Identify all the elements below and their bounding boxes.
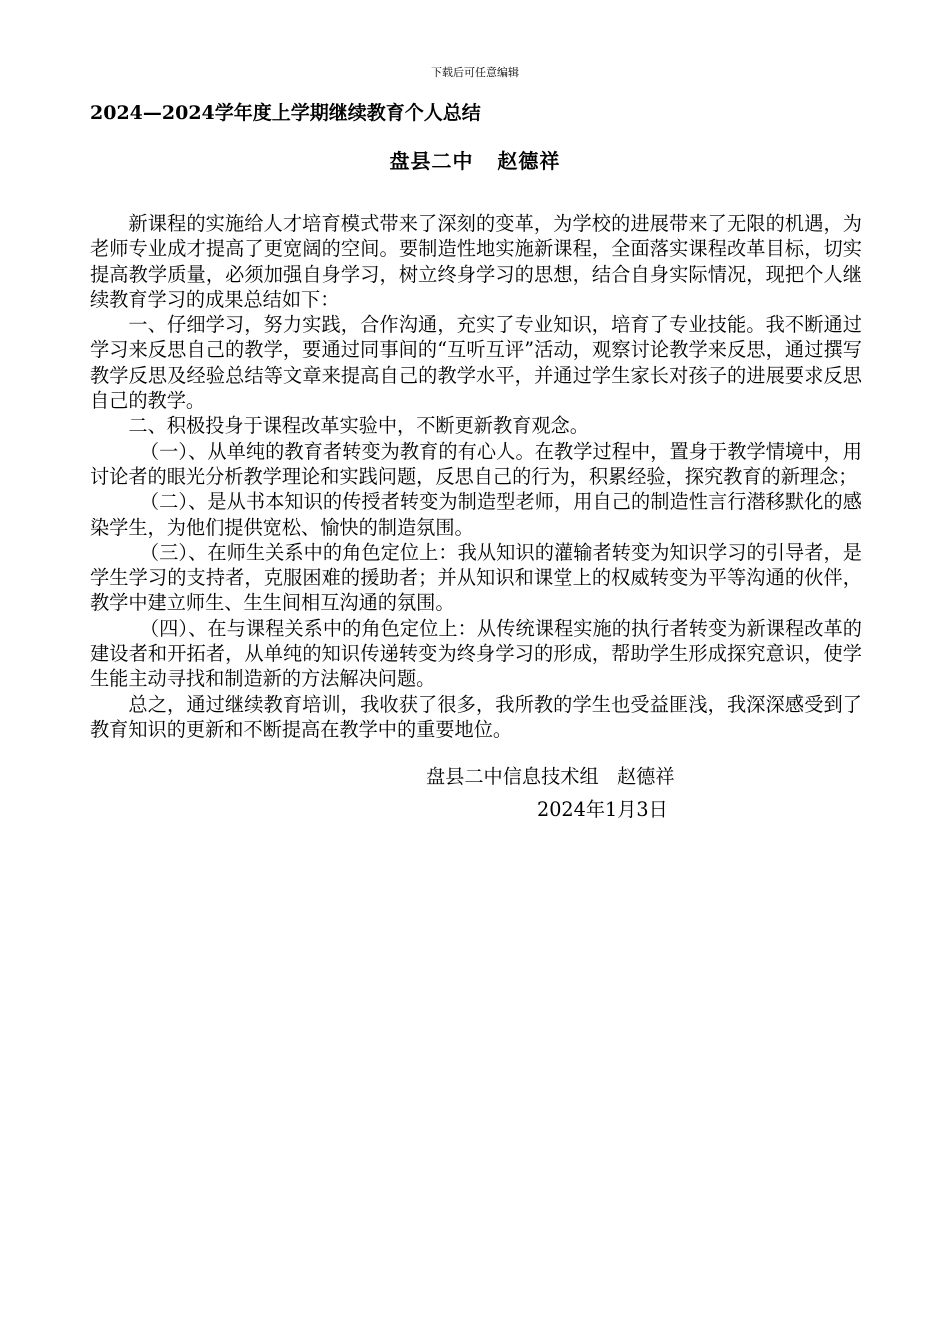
subsection-two-paragraph: （二）、是从书本知识的传授者转变为制造型老师，用自己的制造性言行潜移默化的感染学生，为他们提供宽松、愉快的制造氛围。 xyxy=(90,490,862,539)
signature-date: 2024年1月3日 xyxy=(537,798,668,821)
document-body xyxy=(90,211,862,742)
conclusion-paragraph: 总之，通过继续教育培训，我收获了很多，我所教的学生也受益匪浅，我深深感受到了教育知识的更新和不断提高在教学中的重要地位。 xyxy=(90,692,862,741)
document-title: 2024—2024学年度上学期继续教育个人总结 xyxy=(90,102,481,124)
signature: 盘县二中信息技术组 赵德祥 xyxy=(426,765,675,788)
subsection-four-paragraph: （四）、在与课程关系中的角色定位上：从传统课程实施的执行者转变为新课程改革的建设者和开拓者，从单纯的知识传递转变为终身学习的形成，帮助学生形成探究意识，使学生能主动寻找和制造新的方法解决问题。 xyxy=(90,616,862,691)
section-two-heading: 二、积极投身于课程改革实验中，不断更新教育观念。 xyxy=(128,414,589,438)
subsection-three-paragraph: （三）、在师生关系中的角色定位上：我从知识的灌输者转变为知识学习的引导者，是学生学习的支持者，克服困难的援助者；并从知识和课堂上的权威转变为平等沟通的伙伴，教学中建立师生、生生间相互沟通的氛围。 xyxy=(90,540,862,615)
author-line: 盘县二中 赵德祥 xyxy=(389,149,561,173)
section-one-paragraph: 一、仔细学习，努力实践，合作沟通，充实了专业知识，培育了专业技能。我不断通过学习来反思自己的教学，要通过同事间的“互听互评”活动，观察讨论教学来反思，通过撰写教学反思及经验总结等文章来提高自己的教学水平，并通过学生家长对孩子的进展要求反思自己的教学。 xyxy=(90,313,862,413)
subsection-one-paragraph: （一）、从单纯的教育者转变为教育的有心人。在教学过程中，置身于教学情境中，用讨论者的眼光分析教学理论和实践问题，反思自己的行为，积累经验，探究教育的新理念； xyxy=(90,439,862,488)
header-note: 下载后可任意编辑 xyxy=(431,66,519,79)
intro-paragraph: 新课程的实施给人才培育模式带来了深刻的变革，为学校的进展带来了无限的机遇，为老师专业成才提高了更宽阔的空间。要制造性地实施新课程，全面落实课程改革目标，切实提高教学质量，必须加强自身学习，树立终身学习的思想，结合自身实际情况，现把个人继续教育学习的成果总结如下： xyxy=(90,212,862,311)
